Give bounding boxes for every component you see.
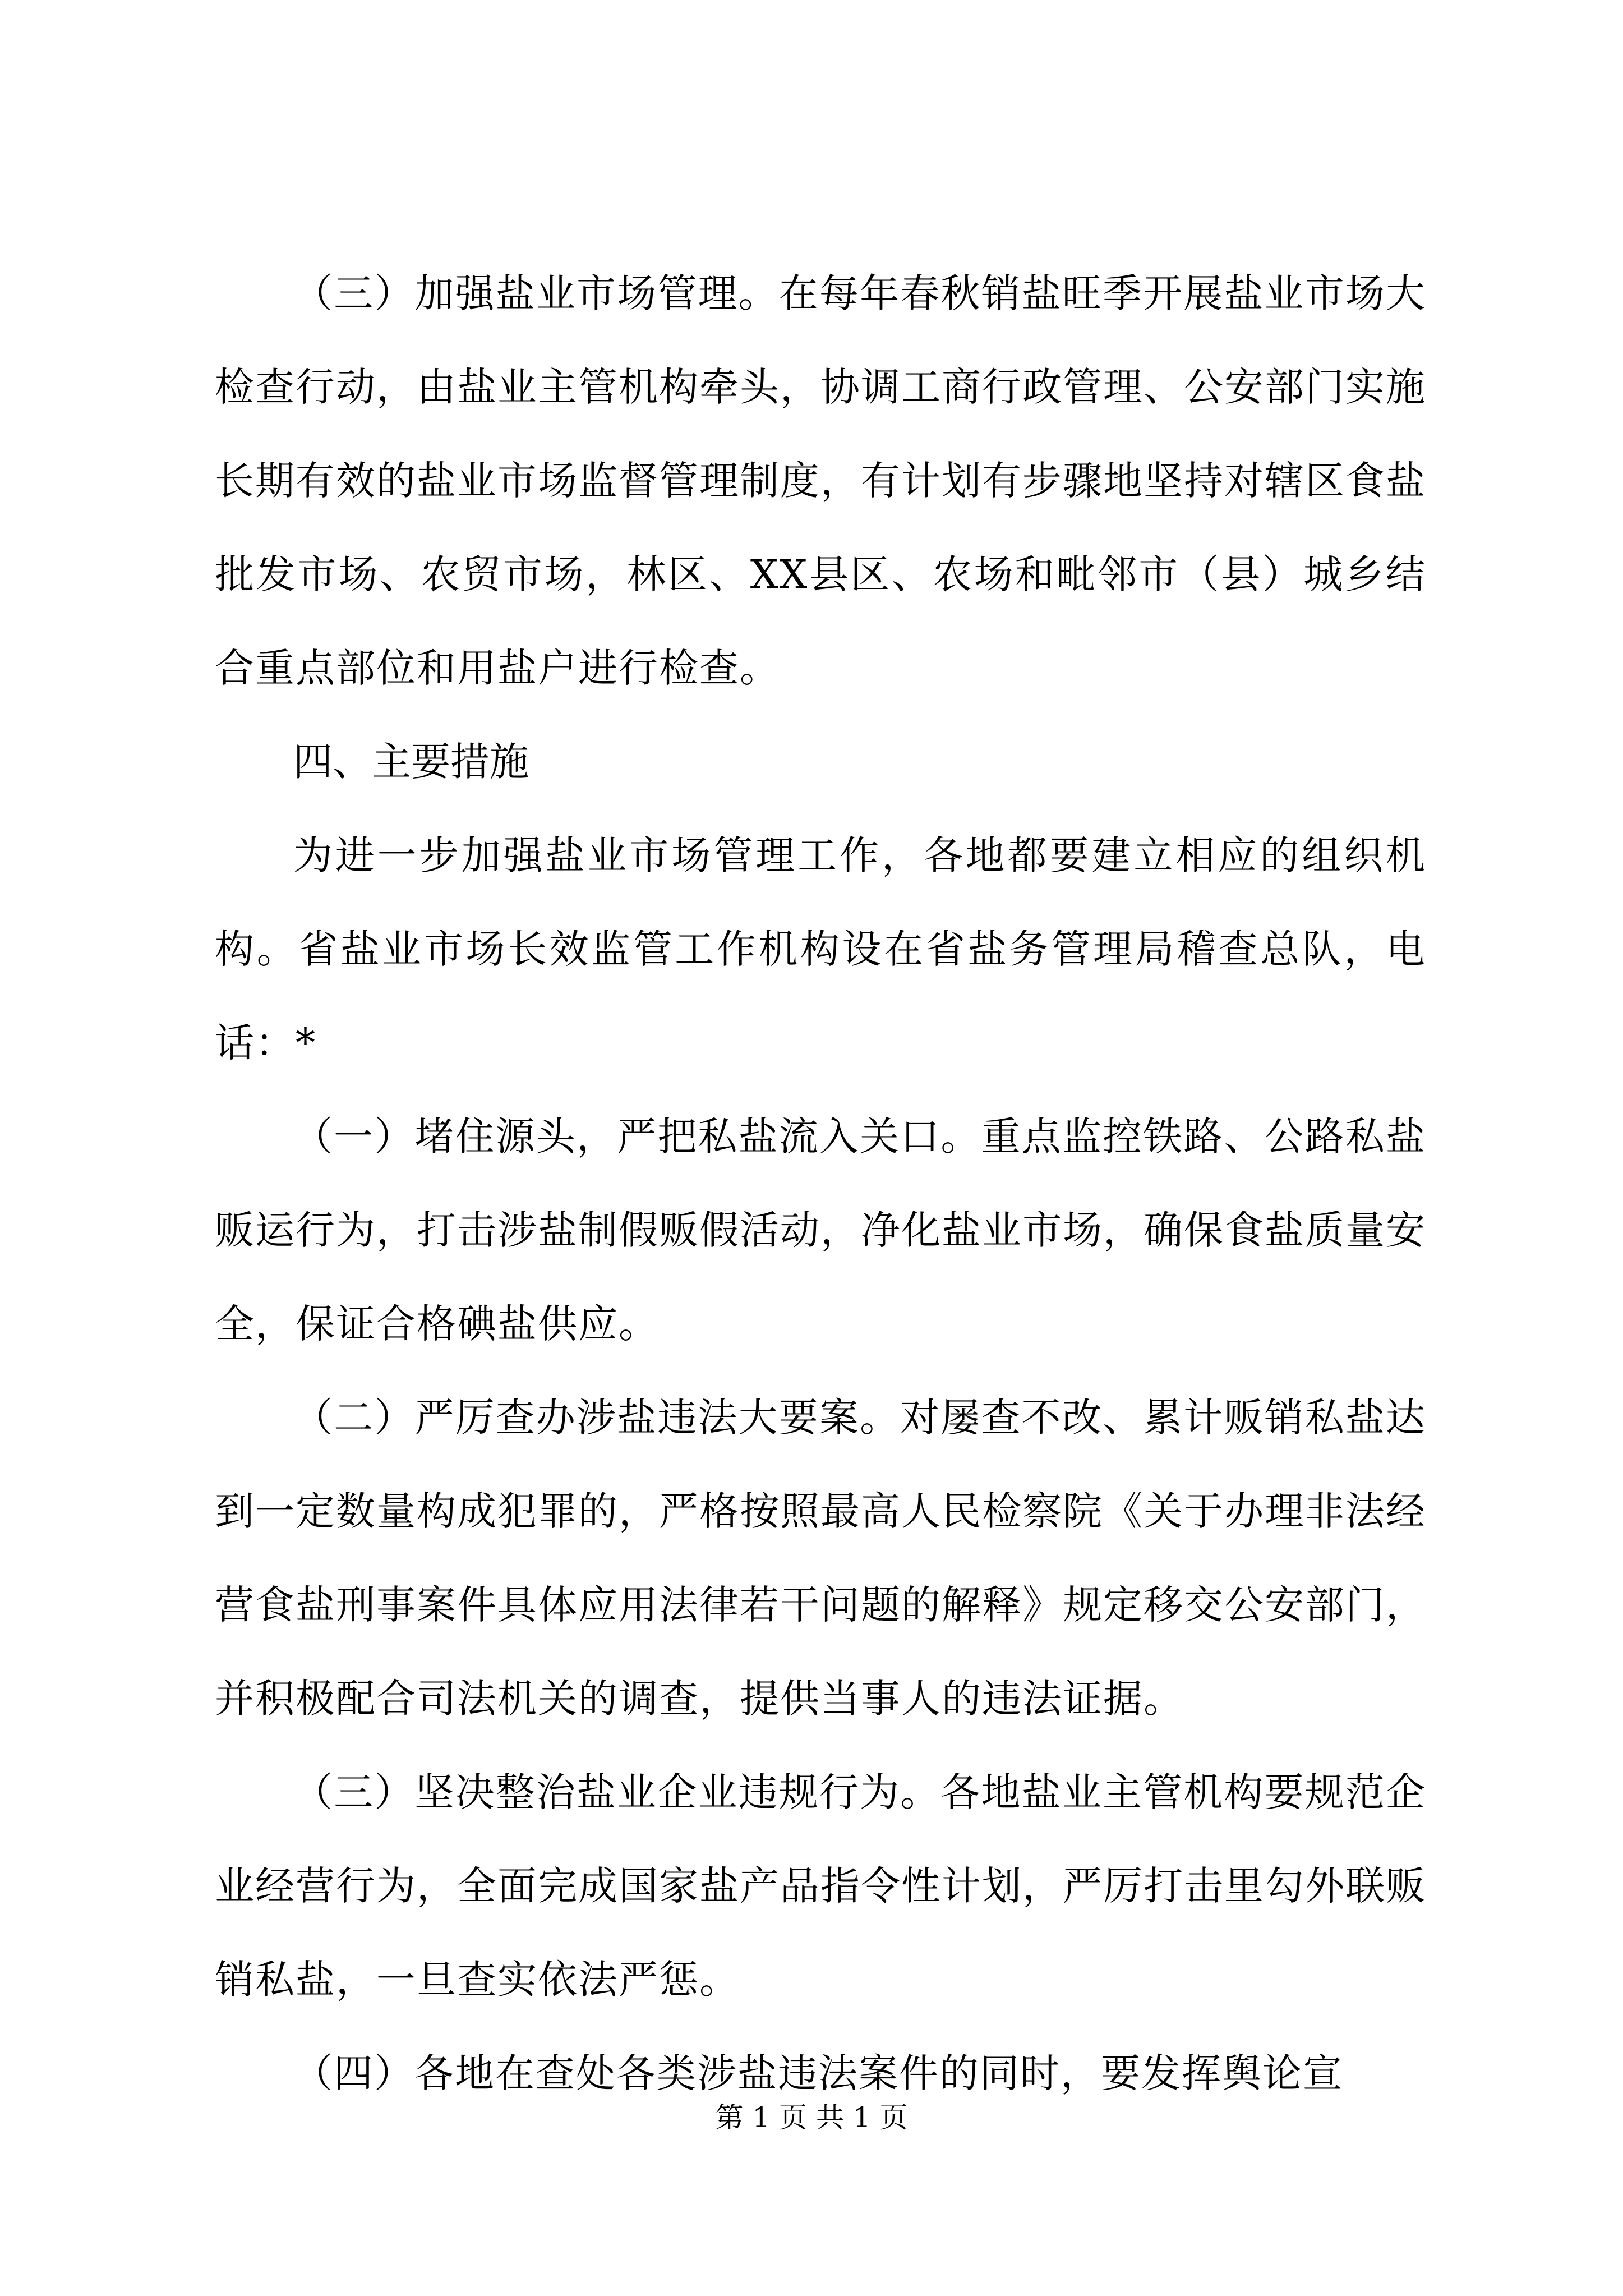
paragraph-organization: 为进一步加强盐业市场管理工作，各地都要建立相应的组织机构。省盐业市场长效监管工作机构设在省盐务管理局稽查总队，电话：* bbox=[215, 832, 1426, 1066]
section-heading-main-measures: 四、主要措施 bbox=[293, 739, 529, 785]
paragraph-measure-2: （二）严厉查办涉盐违法大要案。对屡查不改、累计贩销私盐达到一定数量构成犯罪的，严格按照最高人民检察院《关于办理非法经营食盐刑事案件具体应用法律若干问题的解释》规定移交公安部门，并积极配合司法机关的调查，提供当事人的违法证据。 bbox=[215, 1395, 1426, 1722]
page-footer: 第 1 页 共 1 页 bbox=[715, 2101, 908, 2134]
paragraph-market-management: （三）加强盐业市场管理。在每年春秋销盐旺季开展盐业市场大检查行动，由盐业主管机构牵头，协调工商行政管理、公安部门实施长期有效的盐业市场监督管理制度，有计划有步骤地坚持对辖区食盐批发市场、农贸市场，林区、XX县区、农场和毗邻市（县）城乡结合重点部位和用盐户进行检查。 bbox=[215, 270, 1426, 691]
document-body bbox=[215, 247, 1426, 2120]
paragraph-measure-4: （四）各地在查处各类涉盐违法案件的同时，要发挥舆论宣 bbox=[293, 2050, 1343, 2096]
paragraph-measure-1: （一）堵住源头，严把私盐流入关口。重点监控铁路、公路私盐贩运行为，打击涉盐制假贩假活动，净化盐业市场，确保食盐质量安全，保证合格碘盐供应。 bbox=[215, 1114, 1426, 1347]
paragraph-measure-3: （三）坚决整治盐业企业违规行为。各地盐业主管机构要规范企业经营行为，全面完成国家盐产品指令性计划，严厉打击里勾外联贩销私盐，一旦查实依法严惩。 bbox=[215, 1769, 1426, 2003]
